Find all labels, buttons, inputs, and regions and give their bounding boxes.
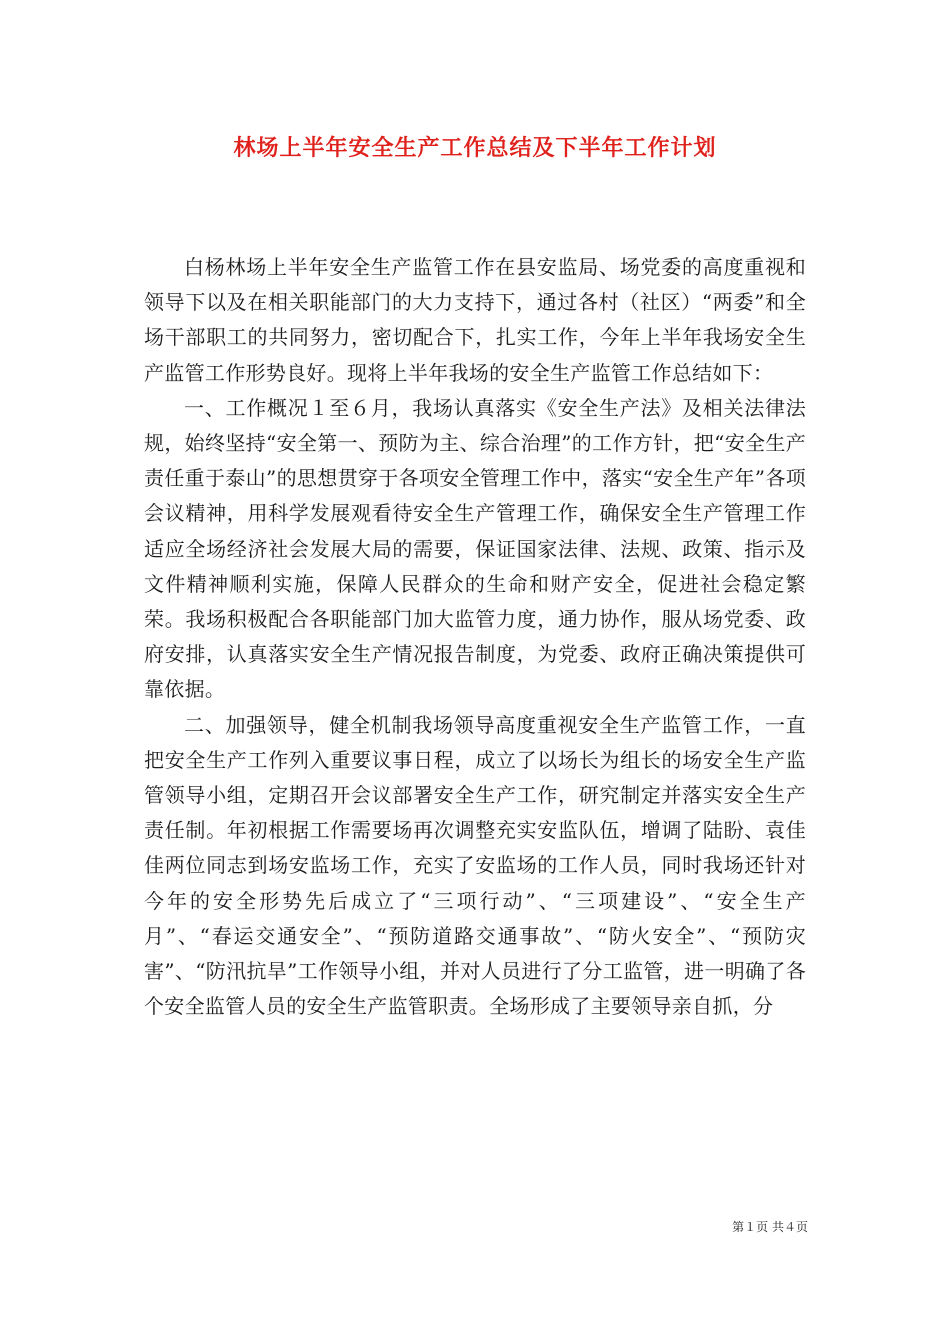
paragraph-section-2: 二、加强领导，健全机制我场领导高度重视安全生产监管工作，一直把安全生产工作列入重要议事日程，成立了以场长为组长的场安全生产监管领导小组，定期召开会议部署安全生产工作，研究制定并落实安全生产责任制。年初根据工作需要场再次调整充实安监队伍，增调了陆盼、袁佳佳两位同志到场安监场工作，充实了安监场的工作人员，同时我场还针对今年的安全形势先后成立了“三项行动”、“三项建设”、“安全生产月”、“春运交通安全”、“预防道路交通事故”、“防火安全”、“预防灾害”、“防汛抗旱”工作领导小组，并对人员进行了分工监管，进一明确了各个安全监管人员的安全生产监管职责。全场形成了主要领导亲自抓，分: [144, 712, 806, 1019]
paragraph-section-1: 一、工作概况１至６月，我场认真落实《安全生产法》及相关法律法规，始终坚持“安全第一、预防为主、综合治理”的工作方针，把“安全生产责任重于泰山”的思想贯穿于各项安全管理工作中，落实“安全生产年”各项会议精神，用科学发展观看待安全生产管理工作，确保安全生产管理工作适应全场经济社会发展大局的需要，保证国家法律、法规、政策、指示及文件精神顺利实施，保障人民群众的生命和财产安全，促进社会稳定繁荣。我场积极配合各职能部门加大监管力度，通力协作，服从场党委、政府安排，认真落实安全生产情况报告制度，为党委、政府正确决策提供可靠依据。: [144, 395, 806, 702]
paragraph-intro: 白杨林场上半年安全生产监管工作在县安监局、场党委的高度重视和领导下以及在相关职能部门的大力支持下，通过各村（社区）“两委”和全场干部职工的共同努力，密切配合下，扎实工作，今年上半年我场安全生产监管工作形势良好。现将上半年我场的安全生产监管工作总结如下：: [144, 255, 806, 385]
document-title: 林场上半年安全生产工作总结及下半年工作计划: [233, 135, 717, 161]
page-number: 第１页 共４页: [732, 1220, 808, 1234]
document-body: [144, 250, 806, 1024]
